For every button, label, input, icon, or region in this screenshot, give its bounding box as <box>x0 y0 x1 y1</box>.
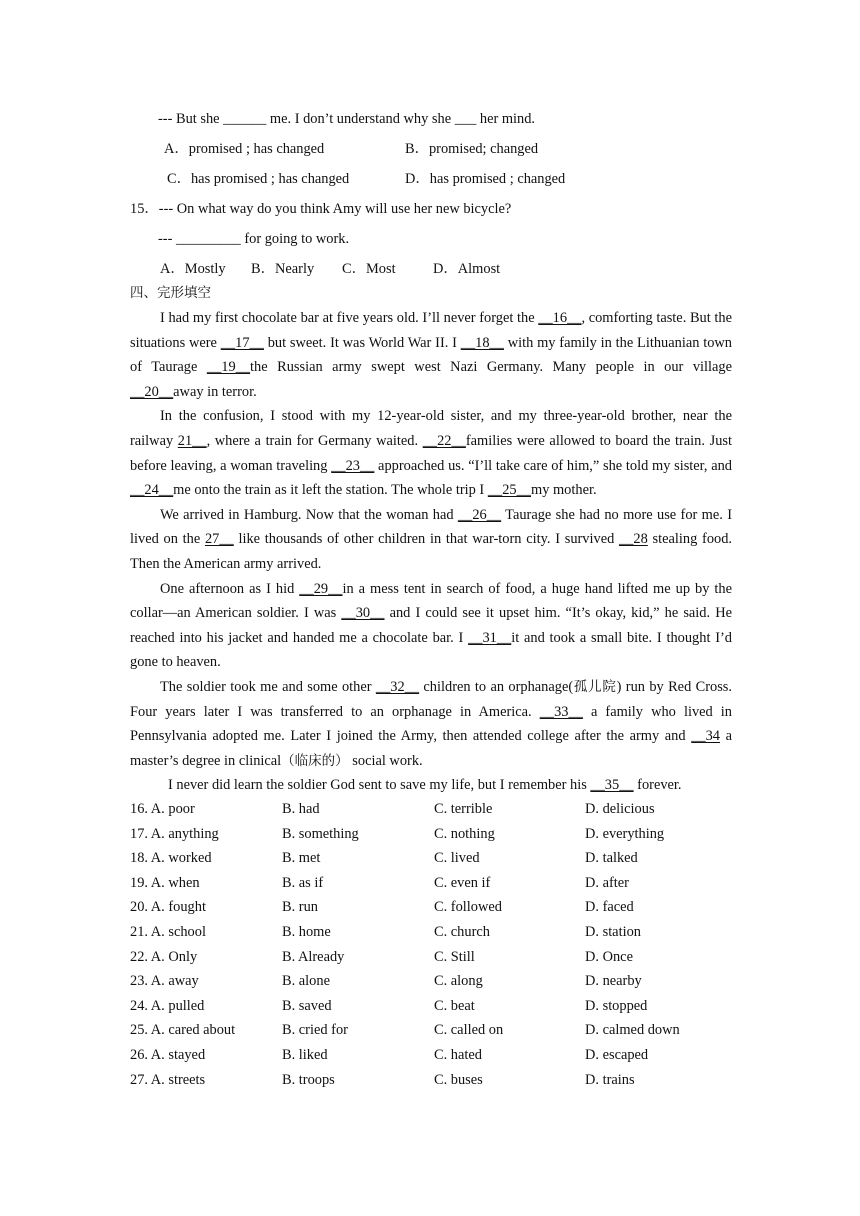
q15-option-b: B．Nearly <box>251 261 315 277</box>
choice-option-d: D. delicious <box>585 801 655 817</box>
choice-option-c: C. beat <box>434 997 475 1014</box>
choice-option-b: B. troops <box>282 1071 335 1088</box>
q15-answer-prefix: --- <box>158 231 176 247</box>
choice-option-d: D. escaped <box>585 1047 649 1063</box>
blank-31: __31__ <box>468 629 512 646</box>
choice-option-d: D. Once <box>585 948 633 965</box>
passage-text: me onto the train as it left the station. The whole trip I <box>173 482 488 499</box>
choice-row <box>130 972 750 990</box>
choice-option-b: B. Already <box>282 948 345 965</box>
q15-question-text: --- On what way do you think Amy will use her new bicycle? <box>158 201 512 217</box>
q15-option-a: A．Mostly <box>160 261 226 277</box>
q15-answer-blank: _________ <box>175 231 241 247</box>
choice-option-d: D. station <box>585 924 641 940</box>
choice-option-a: 25. A. cared about <box>130 1022 236 1039</box>
choice-row <box>130 898 750 916</box>
q14-options-row-1 <box>130 140 750 158</box>
choice-row <box>130 800 750 818</box>
blank-18: __18__ <box>460 334 504 351</box>
passage-text: a family who lived in Pennsylvania adopted me. Later I joined the Army, then attended college after the army and <box>130 703 732 745</box>
choice-option-d: D. trains <box>585 1071 635 1088</box>
passage-text: with my family in the Lithuanian town of Taurage <box>130 334 732 376</box>
choice-option-d: D. nearby <box>585 973 642 990</box>
blank-25: __25__ <box>487 482 531 499</box>
passage-text: a master’s degree in clinical <box>130 728 732 769</box>
passage-text: approached us. “I’ll take care of him,” she told my sister, and <box>374 457 732 474</box>
choice-option-c: C. lived <box>434 850 480 867</box>
choice-option-a: 21. A. school <box>130 924 206 940</box>
choice-option-b: B. alone <box>282 973 330 990</box>
passage-text: , comforting taste. But the situations were <box>130 310 732 351</box>
blank-17: __17__ <box>220 334 264 351</box>
choice-option-d: D. faced <box>585 899 634 916</box>
passage-text: children to an orphanage( <box>419 678 574 695</box>
choice-row <box>130 1046 750 1064</box>
passage-text: The soldier took me and some other <box>160 678 376 695</box>
chinese-gloss-clinical: （临床的） <box>281 752 349 769</box>
blank-21: 21__ <box>177 432 207 449</box>
passage-text: forever. <box>633 777 682 794</box>
choice-option-d: D. talked <box>585 850 638 867</box>
passage-text: One afternoon as I hid <box>160 580 300 597</box>
blank-32: __32__ <box>375 678 420 695</box>
blank-30: __30__ <box>341 605 385 622</box>
passage-text: ) run by Red Cross. Four years later I was transferred to an orphanage in America. <box>130 678 732 720</box>
choice-option-c: C. buses <box>434 1071 483 1088</box>
passage-text: the Russian army swept west Nazi Germany. Many people in our village <box>250 359 732 376</box>
choice-option-c: C. nothing <box>434 825 495 842</box>
choice-option-c: C. hated <box>434 1047 482 1063</box>
passage-paragraph-6 <box>130 773 732 798</box>
choice-option-a: 19. A. when <box>130 874 200 891</box>
passage-text: my mother. <box>531 482 597 499</box>
choice-option-c: C. along <box>434 973 483 990</box>
passage-text: but sweet. It was World War II. I <box>263 334 461 351</box>
choice-row <box>130 923 750 941</box>
q14-dialogue-line: --- But she ______ me. I don’t understand why she ___ her mind. <box>158 111 536 127</box>
passage-text: I never did learn the soldier God sent to save my life, but I remember his <box>168 777 591 794</box>
q15-question <box>130 200 511 218</box>
blank-26: __26__ <box>457 506 502 523</box>
choice-option-b: B. home <box>282 924 331 940</box>
choice-option-c: C. even if <box>434 874 491 891</box>
blank-24: __24__ <box>130 482 174 499</box>
choice-row <box>130 1071 750 1089</box>
choice-row <box>130 825 750 843</box>
chinese-gloss-orphanage: 孤儿院 <box>573 678 617 695</box>
choice-option-c: C. followed <box>434 899 502 916</box>
choice-option-a: 20. A. fought <box>130 899 206 916</box>
choice-option-b: B. run <box>282 899 318 916</box>
choice-option-a: 18. A. worked <box>130 850 212 867</box>
choice-option-c: C. terrible <box>434 801 493 817</box>
blank-29: __29__ <box>299 580 343 597</box>
choice-option-a: 26. A. stayed <box>130 1047 206 1063</box>
passage-text: it and took a small bite. I thought I’d gone to heaven. <box>130 629 732 671</box>
passage-paragraph-3 <box>130 503 732 577</box>
choice-option-a: 17. A. anything <box>130 825 219 842</box>
q15-option-d: D．Almost <box>433 261 501 277</box>
choice-option-b: B. liked <box>282 1047 328 1063</box>
choice-option-a: 27. A. streets <box>130 1071 206 1088</box>
q14-options-row-2 <box>130 170 750 188</box>
choice-option-c: C. called on <box>434 1022 504 1039</box>
blank-20: __20__ <box>130 383 174 400</box>
choice-row <box>130 874 750 892</box>
passage-text: , where a train for Germany waited. <box>206 432 423 449</box>
passage-text: in a mess tent in search of food, a huge hand lifted me up by the collar—an American soldier. I was <box>130 580 732 622</box>
passage-text: like thousands of other children in that war-torn city. I survived <box>233 531 620 548</box>
choice-option-d: D. after <box>585 874 629 891</box>
choice-option-d: D. everything <box>585 825 665 842</box>
choice-option-b: B. as if <box>282 874 324 891</box>
passage-text: and I could see it upset him. “It’s okay, kid,” he said. He reached into his jacket and handed me a chocolate bar. I <box>130 605 732 646</box>
passage-text: I had my first chocolate bar at five years old. I’ll never forget the <box>160 310 539 326</box>
passage-text: stealing food. Then the American army arrived. <box>130 531 733 572</box>
choice-row <box>130 849 750 867</box>
q14-option-b: B．promised; changed <box>405 141 539 157</box>
choice-row <box>130 948 750 966</box>
choice-option-b: B. had <box>282 801 320 817</box>
q14-option-a: A．promised ; has changed <box>164 141 325 157</box>
q15-option-c: C．Most <box>342 261 396 277</box>
passage-paragraph-4 <box>130 577 732 675</box>
passage-text: Taurage she had no more use for me. I lived on the <box>130 506 732 548</box>
q14-option-d: D．has promised ; changed <box>405 171 566 187</box>
passage-text: social work. <box>348 752 423 769</box>
blank-23: __23__ <box>331 457 375 474</box>
choice-option-a: 23. A. away <box>130 973 199 990</box>
choice-option-b: B. cried for <box>282 1022 348 1039</box>
q15-options-row <box>130 260 750 278</box>
passage-text: We arrived in Hamburg. Now that the woman had <box>160 506 458 523</box>
choice-row <box>130 997 750 1015</box>
passage <box>130 306 732 798</box>
blank-22: __22__ <box>422 432 466 449</box>
blank-34: __34 <box>691 728 720 745</box>
blank-16: __16__ <box>538 310 582 326</box>
section-title: 四、完形填空 <box>130 285 211 301</box>
choice-option-d: D. stopped <box>585 997 648 1014</box>
passage-text: families were allowed to board the train. Just before leaving, a woman traveling <box>130 432 732 474</box>
choice-option-d: D. calmed down <box>585 1022 680 1039</box>
choice-option-a: 16. A. poor <box>130 801 195 817</box>
choice-row <box>130 1021 750 1039</box>
passage-paragraph-2 <box>130 404 732 502</box>
blank-33: __33__ <box>539 703 583 720</box>
q15-answer-line <box>158 230 349 248</box>
blank-27: 27__ <box>204 531 234 548</box>
blank-28: __28 <box>619 531 648 548</box>
choice-option-a: 24. A. pulled <box>130 997 205 1014</box>
choice-option-c: C. church <box>434 924 490 940</box>
q15-answer-suffix: for going to work. <box>240 231 350 247</box>
passage-text: In the confusion, I stood with my 12-year-old sister, and my three-year-old brother, near the railway <box>130 408 732 449</box>
passage-paragraph-1 <box>130 306 732 404</box>
blank-19: __19__ <box>206 359 251 376</box>
q14-option-c: C．has promised ; has changed <box>167 171 350 187</box>
q15-number: 15． <box>130 201 159 217</box>
choice-option-a: 22. A. Only <box>130 948 198 965</box>
choice-option-b: B. met <box>282 850 321 867</box>
choice-option-c: C. Still <box>434 948 475 965</box>
blank-35: __35__ <box>590 777 634 794</box>
choice-option-b: B. saved <box>282 997 332 1014</box>
choice-option-b: B. something <box>282 825 359 842</box>
passage-paragraph-5 <box>130 675 732 773</box>
passage-text: away in terror. <box>173 383 257 400</box>
